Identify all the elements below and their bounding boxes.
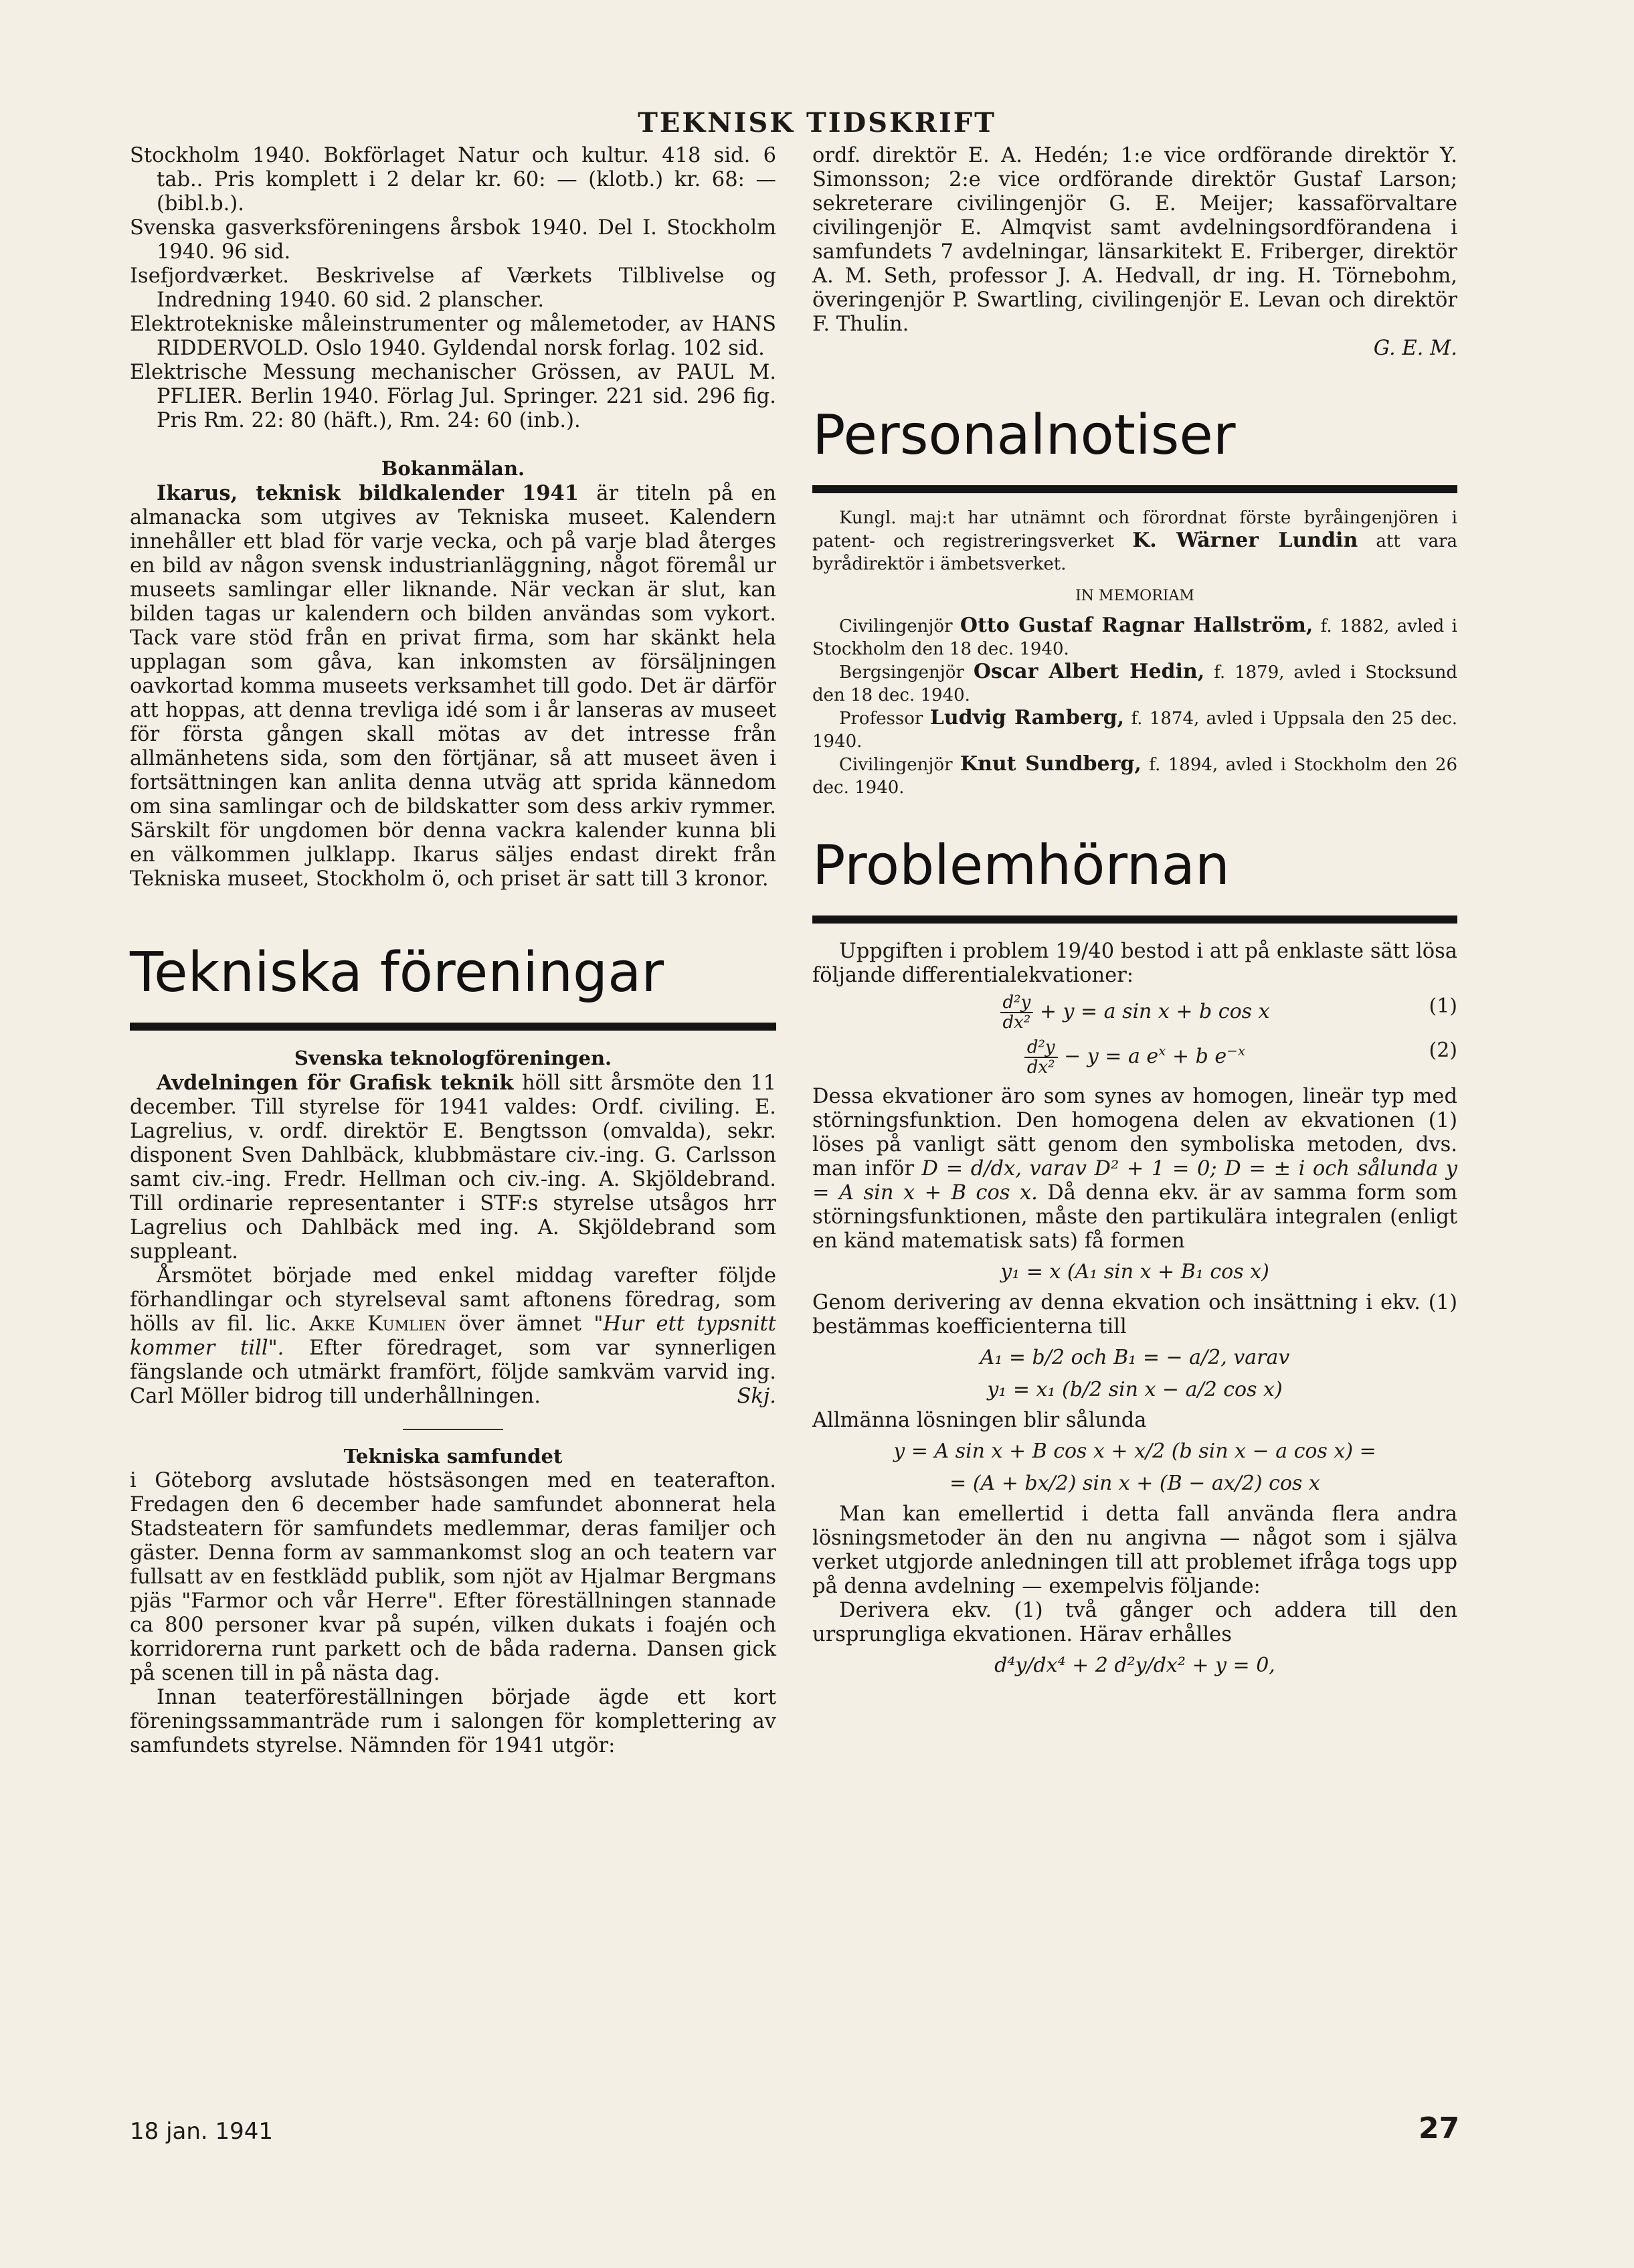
denominator: dx² (1002, 1013, 1031, 1033)
equation-general-2: = (A + bx/2) sin x + (B − ax/2) cos x (949, 1472, 1320, 1495)
problem-paragraph (812, 1085, 1457, 1253)
obituary-entry (812, 661, 1457, 707)
equation-rhs-tail: + b e (1166, 1045, 1227, 1068)
svtf-heading: Svenska teknologföreningen. (294, 1047, 612, 1069)
problem-paragraph: Man kan emellertid i detta fall använda flera andra lösningsmetoder än den nu angivna — något som i själva verket utgjorde anledningen till att problemet ifråga togs upp på denna avdelning — exempelvis följande: (812, 1502, 1457, 1598)
right-column (812, 144, 1457, 1684)
section-rule (812, 915, 1457, 924)
denominator: dx² (1026, 1057, 1055, 1077)
equation-general-1: y = A sin x + B cos x + x/2 (b sin x − a cos x) = (893, 1440, 1376, 1463)
problem-text: Dessa ekvationer äro som synes av homogen, lineär typ med störningsfunktion. Den homogena delen av ekvationen (1) löses på vanligt sätt genom den symboliska metoden, dvs. man inför (812, 1085, 1457, 1181)
issue-date: 18 jan. 1941 (130, 2118, 274, 2145)
inline-math: D = d/dx, varav D² + 1 = 0; D = ± i och sålunda y = A sin x + B cos x. (812, 1157, 1457, 1205)
problem-paragraph: Allmänna lösningen blir sålunda (812, 1409, 1147, 1432)
board-continuation: ordf. direktör E. A. Hedén; 1:e vice ordförande direktör Y. Simonsson; 2:e vice ordförande direktör Gustaf Larson; sekreterare civilingenjör G. E. Meijer; kassaförvaltare civilingenjör E. Almqvist samt avdelningsordförandena i samfundets 7 avdelningar, länsarkitekt E. Friberger, direktör A. M. Seth, professor J. A. Hedvall, dr ing. H. Törnebohm, överingenjör P. Swartling, civilingenjör E. Levan och direktör F. Thulin. (812, 144, 1457, 336)
obituary-details: f. 1879, avled i Stocksund den 18 dec. 1940. (812, 663, 1458, 705)
appointee-name: K. Wärner Lundin (1132, 529, 1358, 552)
page-number: 27 (1419, 2111, 1460, 2146)
equation-y1: y₁ = x (A₁ sin x + B₁ cos x) (1000, 1260, 1269, 1284)
svtf-p1: höll sitt årsmöte den 11 december. Till styrelse för 1941 valdes: Ordf. civiling. E. Lagrelius, v. ordf. direktör E. Bengtsson (omvalda), sekr. disponent Sven Dahlbäck, klubbmästare civ.-ing. G. Carlsson samt civ.-ing. Fredr. Hellman och civ.-ing. A. Skjöldebrand. Till ordinarie representanter i STF:s styrelse utsågos hrr Lagrelius och Dahlbäck med ing. A. Skjöldebrand som suppleant. (130, 1071, 777, 1263)
problem-text: Då denna ekv. är av samma form som störningsfunktionen, måste den partikulära integralen (enligt en känd matematisk sats) få formen (812, 1181, 1457, 1253)
obituary-details: f. 1894, avled i Stockholm den 26 dec. 1940. (812, 755, 1457, 798)
equation-2: $\frac{\text{d²y}}{\text{dx²}}$ − y = a $e^x + b$ $e^{-x}$ (2) (812, 1037, 1457, 1077)
running-head: TEKNISK TIDSKRIFT (638, 107, 996, 139)
equation-coefficients: A₁ = b/2 och B₁ = − a/2, varav (980, 1346, 1290, 1369)
obituary-name: Ludvig Ramberg, (929, 706, 1125, 729)
obituary-entry (812, 753, 1457, 799)
fraction (1000, 993, 1034, 1032)
memoriam-heading: IN MEMORIAM (1075, 588, 1194, 604)
bokanmalan-heading: Bokanmälan. (381, 457, 525, 480)
obituary-title: Civilingenjör (839, 616, 960, 636)
speaker-name: Akke Kumlien (309, 1312, 447, 1336)
book-entry: Elektrische Messung mechanischer Grössen, av PAUL M. PFLIER. Berlin 1940. Förlag Jul. Springer. 221 sid. 296 fig. Pris Rm. 22: 80 (häft.), Rm. 24: 60 (inb.). (130, 361, 776, 432)
ts-paragraph: Innan teaterföreställningen började ägde ett kort föreningssammanträde rum i salongen för komplettering av samfundets styrelse. Nämnden för 1941 utgör: (130, 1686, 776, 1757)
bokanmalan-body: är titeln på en almanacka som utgives av Tekniska museet. Kalendern innehåller ett blad för varje vecka, och på varje blad återges en bild av någon svensk industrianläggning, något föremål ur museets samlingar eller liknande. När veckan är slut, kan bilden tagas ur kalendern och bilden användas som vykort. Tack vare stöd från en privat firma, som har skänkt hela upplagan som gåva, kan inkomsten av försäljningen oavkortad komma museets verksamhet till godo. Det är därför att hoppas, att denna trevliga idé som i år lanseras av museet för första gången skall mötas av det intresse från allmänhetens sida, som den förtjänar, så att museet även i fortsättningen kan anlita denna utväg att sprida kännedom om sina samlingar och de bildskatter som dess arkiv rymmer. Särskilt för ungdomen bör denna vackra kalender kunna bli en välkommen julklapp. Ikarus säljes endast direkt från Tekniska museet, Stockholm ö, och priset är satt till 3 kronor. (130, 482, 776, 891)
ts-paragraph: i Göteborg avslutade höstsäsongen med en teaterafton. Fredagen den 6 december hade samfundet abonnerat hela Stadsteatern för samfundets medlemmar, deras familjer och gäster. Denna form av sammankomst slog an och teatern var fullsatt av en festklädd publik, som njöt av Hjalmar Bergmans pjäs "Farmor och vår Herre". Efter föreställningen stannade ca 800 personer kvar på supén, vilken dukats i foajén och korridorerna runt parkett och de båda raderna. Dansen gick på scenen till in på nästa dag. (130, 1469, 776, 1685)
equation-rhs: + y = a sin x + b cos x (1039, 1000, 1270, 1023)
numerator: d²y (1000, 993, 1034, 1013)
obituary-name: Knut Sundberg, (960, 752, 1142, 776)
svtf-p2a: Årsmötet började med enkel middag varefter följde förhandlingar och styrelseval samt aftonens föredrag, som hölls av fil. lic. (130, 1264, 776, 1336)
personal-notes (812, 507, 1457, 799)
divider (403, 1429, 503, 1430)
equation-number: (1) (1429, 994, 1457, 1018)
obituary-title: Civilingenjör (839, 755, 961, 775)
problem-paragraph: Derivera ekv. (1) två gånger och addera till den ursprungliga ekvationen. Härav erhålles (812, 1599, 1457, 1646)
section-title-personalnotiser: Personalnotiser (812, 404, 1236, 467)
obituary-name: Otto Gustaf Ragnar Hallström, (960, 614, 1313, 637)
obituary-title: Professor (839, 709, 930, 729)
problem-paragraph: Genom derivering av denna ekvation och insättning i ekv. (1) bestämmas koefficienterna till (812, 1291, 1457, 1338)
appointment-tail: att vara byrådirektör i ämbetsverket. (812, 531, 1458, 574)
equation-1 (812, 993, 1457, 1032)
bokanmalan-lead: Ikarus, teknisk bildkalender 1941 (157, 481, 579, 505)
obituary-entry (812, 614, 1457, 661)
svtf-paragraph (130, 1071, 776, 1264)
obituary-entry (812, 707, 1457, 753)
section-title-problemhornan: Problemhörnan (812, 834, 1230, 897)
equation-rhs: − y = a e (1064, 1045, 1159, 1068)
lecture-title: "Hur ett typsnitt kommer till". (130, 1312, 776, 1360)
svtf-p2b: över ämnet (446, 1312, 594, 1336)
numerator: d²y (1024, 1038, 1058, 1058)
ts-heading: Tekniska samfundet (343, 1445, 563, 1468)
book-entry: Isefjordværket. Beskrivelse af Værkets Tilblivelse og Indredning 1940. 60 sid. 2 planscher. (130, 264, 776, 312)
obituary-details: f. 1882, avled i Stockholm den 18 dec. 1940. (812, 616, 1457, 659)
obituary-details: f. 1874, avled i Uppsala den 25 dec. 1940. (812, 709, 1457, 752)
svtf-signature: Skj. (737, 1385, 776, 1408)
problem-intro: Uppgiften i problem 19/40 bestod i att på enklaste sätt lösa följande differentialekvationer: (812, 940, 1457, 987)
appointment-note (812, 507, 1457, 576)
book-entry: Stockholm 1940. Bokförlaget Natur och kultur. 418 sid. 6 tab.. Pris komplett i 2 delar kr. 60: — (klotb.) kr. 68: — (bibl.b.). (130, 144, 776, 215)
appointment-text: Kungl. maj:t har utnämnt och förordnat förste byråingenjören i patent- och registreringsverket (812, 508, 1457, 551)
obituary-title: Bergsingenjör (839, 663, 974, 683)
fraction (1024, 1038, 1058, 1077)
section-rule (812, 485, 1457, 493)
book-entry: Svenska gasverksföreningens årsbok 1940. Del I. Stockholm 1940. 96 sid. (130, 216, 776, 264)
equation-final: d⁴y/dx⁴ + 2 d²y/dx² + y = 0, (994, 1654, 1275, 1677)
obituary-name: Oscar Albert Hedin, (973, 660, 1205, 683)
section-rule (130, 1023, 776, 1031)
section-title-tekniska-foreningar: Tekniska föreningar (130, 941, 664, 1005)
equation-number: (2) (1429, 1039, 1457, 1062)
svtf-lead: Avdelningen för Grafisk teknik (157, 1071, 514, 1095)
bokanmalan-text (130, 481, 776, 891)
equation-y1-solution: y₁ = x₁ (b/2 sin x − a/2 cos x) (987, 1378, 1283, 1401)
left-column (130, 144, 776, 1758)
board-signature: G. E. M. (1373, 337, 1457, 360)
book-entry: Elektrotekniske måleinstrumenter og målemetoder, av HANS RIDDERVOLD. Oslo 1940. Gyldendal norsk forlag. 102 sid. (130, 313, 776, 360)
svtf-p2c: Efter föredraget, som var synnerligen fängslande och utmärkt framfört, följde samkväm varvid ing. Carl Möller bidrog till underhållningen. (130, 1336, 776, 1408)
